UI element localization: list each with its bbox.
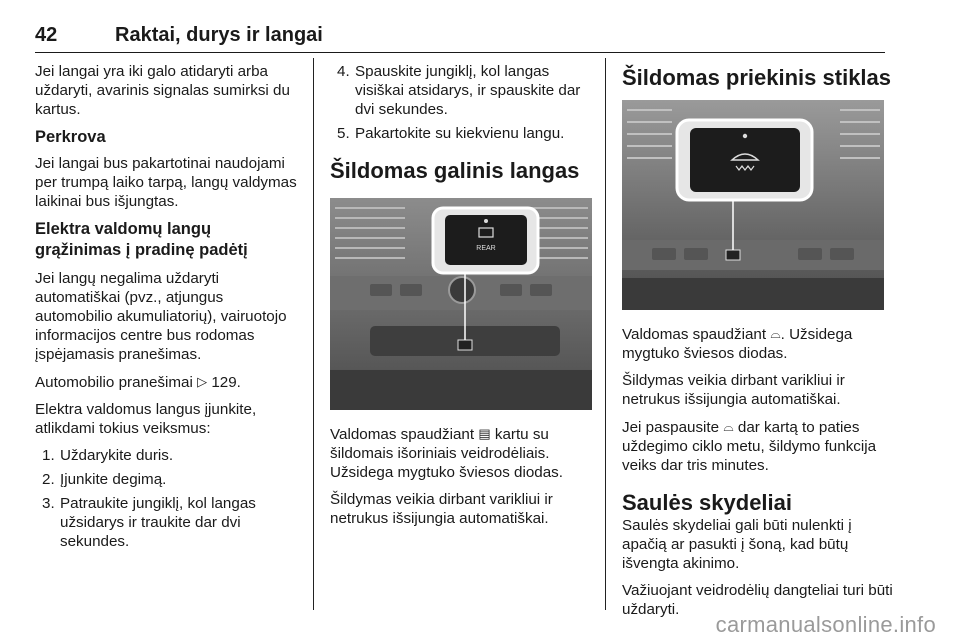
step-text: Spauskite jungiklį, kol langas visiškai atsidarys, ir spauskite dar dvi sekundes. [355,63,581,118]
step-number: 3. [42,495,55,512]
paragraph-front-extend [622,417,894,475]
windscreen-heat-icon: ⌓ [770,326,781,341]
step-number: 2. [42,471,55,488]
column-2 [330,62,595,184]
column-3 [622,324,894,627]
paragraph-overload: Jei langai bus pakartotinai naudojami per trumpą laiko tarpą, langų valdymas laikinai bus išjungtas. [35,155,297,210]
page-number: 42 [35,24,58,46]
chapter-title: Raktai, durys ir langai [115,24,323,46]
steps-list-1 [35,446,305,551]
front-extend-text-b: dar kartą to paties uždegimo ciklo metu, šildymo funkcija veiks dar tris minutes. [622,419,877,474]
step-text: Įjunkite degimą. [60,471,167,488]
windscreen-heat-icon: ⌓ [723,419,734,434]
figure-rear-window-button [330,198,592,410]
heading-sun-visors: Saulės skydeliai [622,490,792,515]
paragraph-init-steps: Elektra valdomus langus įjunkite, atlikdami tokius veiksmus: [35,401,257,437]
front-operation-text-b: . Užsidega mygtuko šviesos diodas. [622,326,853,362]
step-number: 5. [337,125,350,142]
front-extend-text-a: Jei paspausite [622,419,720,436]
watermark: carmanualsonline.info [715,612,936,637]
column-divider-1 [313,58,314,610]
paragraph-double-flash: Jei langai yra iki galo atidaryti arba uždaryti, avarinis signalas sumirksi du kartus. [35,63,290,118]
rear-button-label: REAR [476,245,496,252]
heading-window-reset-line2: grąžinimas į pradinę padėtį [35,241,248,259]
paragraph-front-operation [622,324,894,363]
step-number: 1. [42,447,55,464]
steps-list-2 [330,62,595,143]
paragraph-rear-operation [330,424,595,482]
column-divider-2 [605,58,606,610]
list-item [35,470,305,489]
vehicle-messages-page-link[interactable]: 129. [211,374,241,391]
column-2-lower [330,424,595,536]
column-1 [35,62,305,559]
heading-window-reset [35,219,305,261]
heading-heated-rear-window: Šildomas galinis langas [330,158,580,183]
list-item [330,124,595,143]
header-rule [35,52,885,53]
paragraph-mirror-covers: Važiuojant veidrodėlių dangteliai turi būti uždaryti. [622,582,893,618]
front-operation-text-a: Valdomas spaudžiant [622,326,767,343]
heading-window-reset-line1: Elektra valdomų langų [35,220,212,238]
column-3-heading [622,64,892,91]
paragraph-sun-visors: Saulės skydeliai gali būti nulenkti į apačią ar pasukti į šoną, kad būtų išvengta akinimo. [622,517,852,572]
rear-operation-text-b: kartu su šildomais išoriniais veidrodėliais. Užsidega mygtuko šviesos diodas. [330,426,563,481]
page-header [35,10,885,46]
dashboard-illustration-front [622,100,884,310]
step-text: Patraukite jungiklį, kol langas užsidarys ir traukite dar dvi sekundes. [60,495,256,550]
paragraph-vehicle-messages [35,372,305,392]
vehicle-messages-text: Automobilio pranešimai [35,374,193,391]
heading-perkrova: Perkrova [35,128,106,146]
step-text: Pakartokite su kiekvienu langu. [355,125,565,142]
heading-heated-windscreen: Šildomas priekinis stiklas [622,65,892,90]
list-item [35,446,305,465]
figure-windscreen-button [622,100,884,310]
paragraph-rear-auto-off: Šildymas veikia dirbant varikliui ir netrukus išsijungia automatiškai. [330,491,553,527]
dashboard-illustration-rear [330,198,592,410]
list-item [35,494,305,551]
step-number: 4. [337,63,350,80]
rear-defrost-icon: ▤ [478,426,491,441]
list-item [330,62,595,119]
paragraph-reset-warning: Jei langų negalima uždaryti automatiškai (pvz., atjungus automobilio akumuliatorių), vairuotojo informacijos centre bus rodomas įspėjamasis pranešimas. [35,270,287,363]
reference-arrow-icon: ▷ [197,374,208,389]
rear-operation-text-a: Valdomas spaudžiant [330,426,475,443]
paragraph-front-auto-off: Šildymas veikia dirbant varikliui ir netrukus išsijungia automatiškai. [622,372,845,408]
step-text: Uždarykite duris. [60,447,174,464]
